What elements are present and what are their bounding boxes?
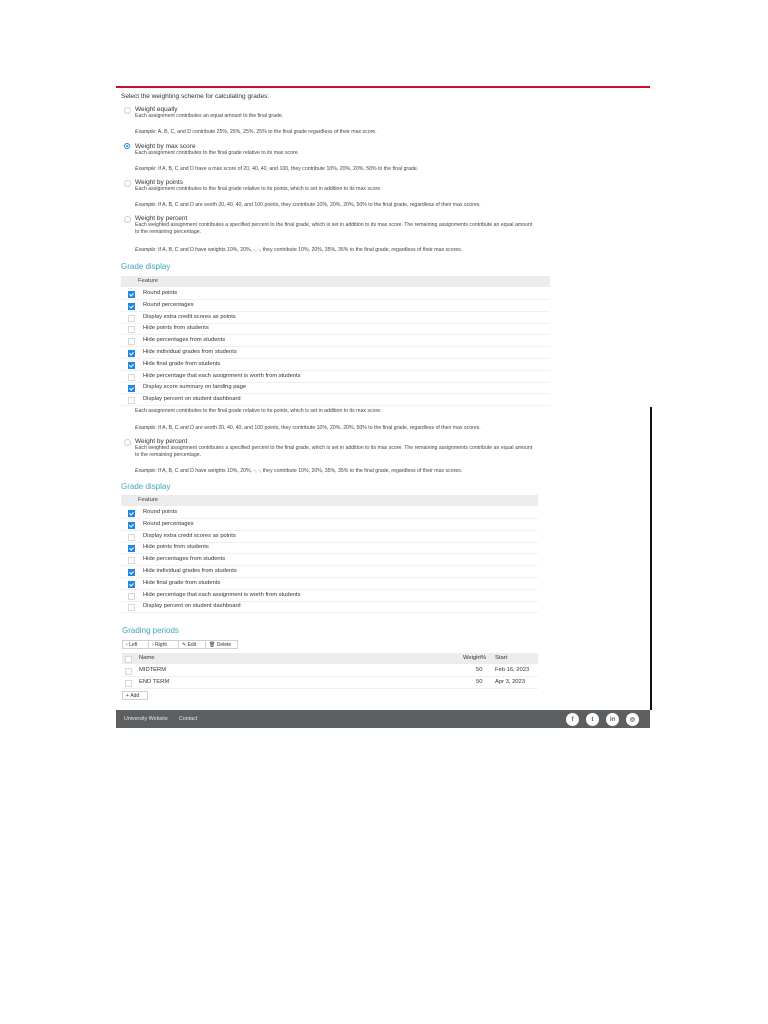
option-example: Example: If A, B, C and D are worth 20, 40, 40, and 100 points, they contribute 10%, 20%, 20%, 50% to the final grade, regardless of their max scores. xyxy=(135,202,481,208)
feature-checkbox[interactable] xyxy=(128,522,135,529)
feature-label: Hide final grade from students xyxy=(143,360,221,367)
row-checkbox[interactable] xyxy=(125,680,132,687)
option-description: Each weighted assignment contributes a specified percent to the final grade, which is set in addition to its max score. The remaining assignments contribute an equal amount to the remaining percentage. xyxy=(135,222,533,235)
table-row[interactable] xyxy=(122,665,538,677)
period-name: MIDTERM xyxy=(139,667,167,673)
trash-icon: 🗑 xyxy=(209,641,217,648)
feature-row[interactable] xyxy=(121,300,550,312)
feature-label: Display percent on student dashboard xyxy=(143,396,241,403)
feature-row[interactable] xyxy=(121,578,538,590)
select-all-checkbox[interactable] xyxy=(125,656,132,663)
period-weight: 50 xyxy=(476,667,483,673)
feature-row[interactable] xyxy=(121,590,538,602)
feature-row[interactable] xyxy=(121,519,538,531)
weight-by-percent-radio[interactable] xyxy=(124,439,131,446)
feature-label: Hide percentage that each assignment is worth from students xyxy=(143,591,301,598)
weight-equally-radio[interactable] xyxy=(124,107,131,114)
feature-column-header: Feature xyxy=(121,276,550,287)
grading-periods-header: Name Weight% Start xyxy=(122,653,538,664)
feature-label: Display percent on student dashboard xyxy=(143,603,241,610)
feature-row[interactable] xyxy=(121,347,550,359)
feature-row[interactable] xyxy=(121,371,550,383)
feature-label: Display score summary on landing page xyxy=(143,384,247,391)
option-example: Example: If A, B, C and D are worth 20, 40, 40, and 100 points, they contribute 10%, 20%, 20%, 50% to the final grade, regardless of their max scores. xyxy=(135,425,481,431)
weight-by-max-score-radio[interactable] xyxy=(124,143,130,149)
feature-checkbox[interactable] xyxy=(128,385,135,392)
feature-label: Display extra credit scores as points xyxy=(143,313,236,320)
feature-label: Hide points from students xyxy=(143,325,209,332)
option-description: Each assignment contributes an equal amount to the final grade. xyxy=(135,113,284,119)
period-weight: 50 xyxy=(476,678,483,685)
feature-checkbox[interactable] xyxy=(128,604,135,611)
feature-checkbox[interactable] xyxy=(128,303,135,310)
feature-checkbox[interactable] xyxy=(128,534,135,541)
overlap-capture xyxy=(116,407,652,710)
feature-checkbox[interactable] xyxy=(128,397,135,404)
feature-label: Hide points from students xyxy=(143,544,209,551)
option-label: Weight by percent xyxy=(135,215,188,222)
feature-column-header: Feature xyxy=(121,495,538,506)
weighting-heading: Select the weighting scheme for calculating grades: xyxy=(121,93,270,100)
grade-display-title: Grade display xyxy=(121,482,171,491)
option-example: Example: If A, B, C and D have weights 10%, 20%, -, -, they contribute 10%, 20%, 35%, 35% to the final grade, regardless of their max scores. xyxy=(135,247,463,253)
option-description: Each assignment contributes to the final grade relative to its points, which is set in addition to its max score. xyxy=(135,408,382,414)
feature-label: Round percentages xyxy=(143,301,194,308)
move-left-button[interactable]: ‹ Left xyxy=(122,640,149,649)
feature-label: Hide percentage that each assignment is worth from students xyxy=(143,372,301,379)
grade-display-title: Grade display xyxy=(121,262,171,271)
chevron-left-icon: ‹ xyxy=(126,641,130,648)
feature-checkbox[interactable] xyxy=(128,557,135,564)
feature-row[interactable] xyxy=(121,382,550,394)
feature-row[interactable] xyxy=(121,601,538,613)
move-right-button[interactable]: › Right xyxy=(148,640,179,649)
footer xyxy=(116,710,650,728)
feature-label: Hide final grade from students xyxy=(143,579,221,586)
feature-row[interactable] xyxy=(121,542,538,554)
edit-button[interactable]: ✎ Edit xyxy=(178,640,206,649)
facebook-icon[interactable]: f xyxy=(566,713,579,726)
feature-label: Hide percentages from students xyxy=(143,337,226,344)
feature-checkbox[interactable] xyxy=(128,593,135,600)
row-checkbox[interactable] xyxy=(125,668,132,675)
feature-checkbox[interactable] xyxy=(128,569,135,576)
feature-checkbox[interactable] xyxy=(128,362,135,369)
option-label: Weight by points xyxy=(135,179,183,186)
option-description: Each assignment contributes to the final grade relative to its max score. xyxy=(135,150,300,156)
linkedin-icon[interactable]: in xyxy=(606,713,619,726)
option-example: Example: If A, B, C and D have weights 10%, 20%, -, -, they contribute 10%, 20%, 35%, 35% to the final grade, regardless of their max scores. xyxy=(135,468,463,474)
feature-label: Display extra credit scores as points xyxy=(143,532,236,539)
feature-label: Hide percentages from students xyxy=(143,556,226,563)
feature-row[interactable] xyxy=(121,566,538,578)
feature-row[interactable] xyxy=(121,359,550,371)
plus-icon: + xyxy=(126,692,131,699)
feature-row[interactable] xyxy=(121,554,538,566)
period-start: Apr 3, 2023 xyxy=(495,678,525,685)
feature-label: Round percentages xyxy=(143,520,194,527)
feature-label: Hide individual grades from students xyxy=(143,349,237,355)
option-label: Weight by percent xyxy=(135,438,188,445)
delete-button[interactable]: 🗑 Delete xyxy=(205,640,238,649)
feature-label: Round points xyxy=(143,509,178,515)
period-start: Feb 16, 2023 xyxy=(495,667,530,673)
period-name: END TERM xyxy=(139,678,170,685)
feature-row[interactable] xyxy=(121,335,550,347)
twitter-icon[interactable]: t xyxy=(586,713,599,726)
feature-label: Hide individual grades from students xyxy=(143,568,237,574)
feature-checkbox[interactable] xyxy=(128,374,135,381)
feature-checkbox[interactable] xyxy=(128,581,135,588)
table-row[interactable] xyxy=(122,677,538,689)
feature-checkbox[interactable] xyxy=(128,350,135,357)
option-description: Each weighted assignment contributes a specified percent to the final grade, which is set in addition to its max score. The remaining assignments contribute an equal amount to the remaining percentage. xyxy=(135,445,533,458)
feature-row[interactable] xyxy=(121,288,550,300)
option-description: Each assignment contributes to the final grade relative to its points, which is set in addition to its max score. xyxy=(135,186,382,192)
feature-row[interactable] xyxy=(121,531,538,543)
feature-row[interactable] xyxy=(121,312,550,324)
pencil-icon: ✎ xyxy=(182,641,188,648)
contact-link[interactable]: Contact xyxy=(179,716,198,722)
feature-label: Round points xyxy=(143,290,178,296)
weight-by-percent-radio[interactable] xyxy=(124,216,131,223)
feature-checkbox[interactable] xyxy=(128,338,135,345)
university-website-link[interactable]: University Website xyxy=(124,716,168,722)
option-example: Example: A, B, C, and D contribute 25%, 25%, 25%, 25% to the final grade regardless of their max score. xyxy=(135,129,377,135)
weight-by-points-radio[interactable] xyxy=(124,180,131,187)
grade-settings-page xyxy=(116,86,650,728)
feature-checkbox[interactable] xyxy=(128,291,135,298)
option-label: Weight equally xyxy=(135,106,178,113)
option-example: Example: If A, B, C and D have a max score of 20, 40, 40, and 100, they contribute 10%, 20%, 20%, 50% to the final grade. xyxy=(135,166,419,172)
feature-checkbox[interactable] xyxy=(128,326,135,333)
top-accent-bar xyxy=(116,86,650,88)
grading-periods-title: Grading periods xyxy=(122,626,179,635)
option-label: Weight by max score xyxy=(135,143,196,150)
feature-checkbox[interactable] xyxy=(128,545,135,552)
add-period-button[interactable]: + Add xyxy=(122,691,148,700)
feature-checkbox[interactable] xyxy=(128,315,135,322)
feature-row[interactable] xyxy=(121,394,550,406)
feature-row[interactable] xyxy=(121,323,550,335)
chevron-right-icon: › xyxy=(152,641,156,648)
instagram-icon[interactable]: ◎ xyxy=(626,713,639,726)
feature-checkbox[interactable] xyxy=(128,510,135,517)
feature-row[interactable] xyxy=(121,507,538,519)
